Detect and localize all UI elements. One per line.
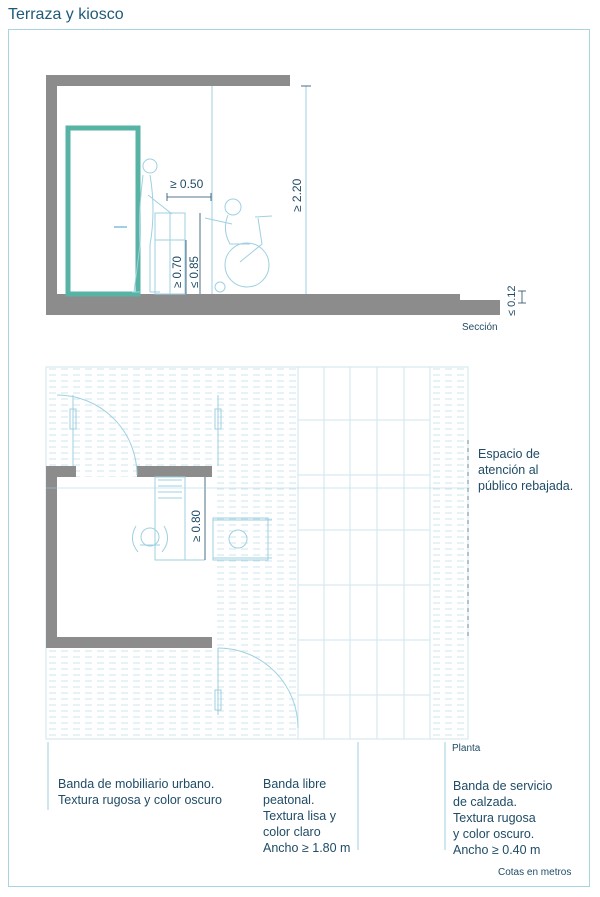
plan-wall-top-right (137, 466, 212, 477)
plan-label: Planta (452, 743, 481, 754)
wheelchair-user-figure (205, 199, 272, 292)
section-floor (46, 294, 460, 315)
dim-reach-label: ≥ 0.50 (170, 177, 204, 191)
section-view (46, 75, 526, 333)
units-note: Cotas en metros (498, 867, 572, 878)
dim-approach-label: ≥ 0.80 (191, 510, 203, 542)
kiosk-back-wall (46, 75, 57, 315)
plan-wall-bottom (46, 637, 212, 648)
curb-band (430, 367, 468, 739)
dim-counter-top-label: ≤ 0.85 (189, 256, 201, 288)
dim-ceiling-label: ≥ 2.20 (290, 178, 304, 212)
plan-wall-left (46, 466, 57, 648)
section-curb (460, 300, 500, 315)
band-furniture-description: Banda de mobiliario urbano. Textura rugosa y color oscuro (58, 777, 222, 807)
page-title: Terraza y kiosco (8, 6, 124, 23)
pedestrian-band (298, 367, 430, 739)
dim-knee-label: ≥ 0.70 (172, 256, 184, 288)
section-label: Sección (462, 322, 498, 333)
band-pedestrian-description: Banda libre peatonal. Textura lisa y color claro Ancho ≥ 1.80 m (263, 777, 351, 855)
band-curb-description: Banda de servicio de calzada. Textura rugosa y color oscuro. Ancho ≥ 0.40 m (453, 779, 553, 857)
door (68, 128, 138, 294)
plan-kiosk-interior (57, 477, 212, 637)
kiosk-roof (46, 75, 290, 86)
plan-annotation: Espacio de atención al público rebajada. (478, 447, 574, 493)
plan-wall-top-left (46, 466, 76, 477)
dim-curb-label: ≤ 0.12 (506, 285, 518, 316)
